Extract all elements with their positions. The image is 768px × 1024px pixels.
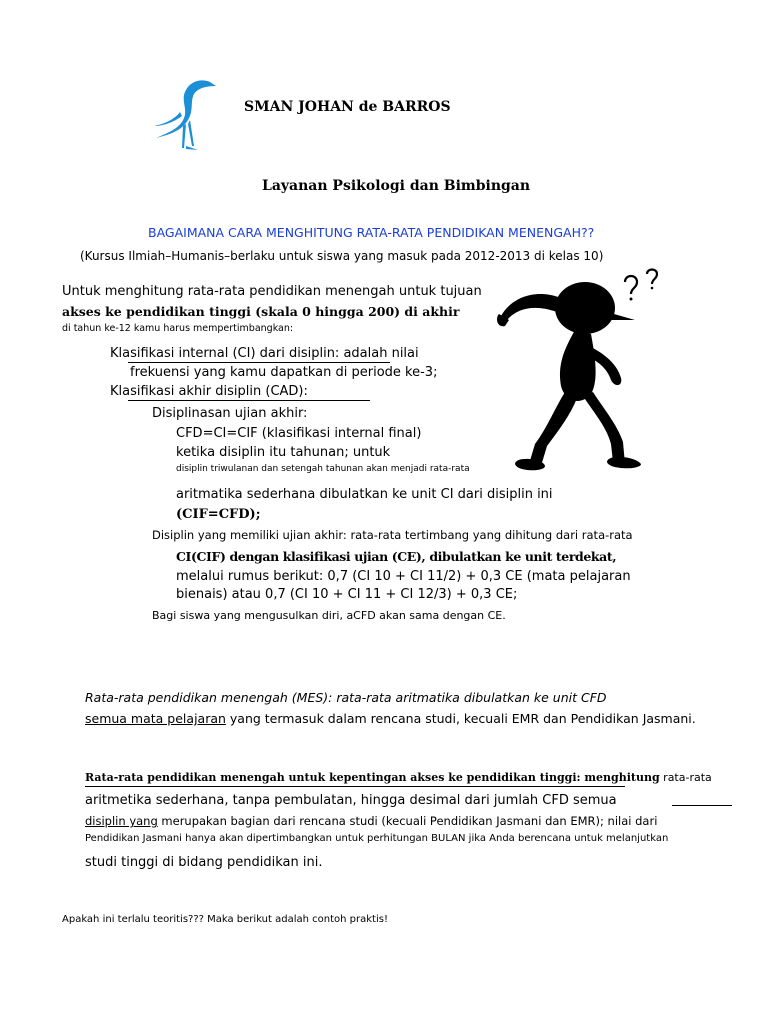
access-line-3-rest: merupakan bagian dari rencana studi (kecuali Pendidikan Jasmani dan EMR); nilai dari <box>157 814 658 828</box>
list-item-cad-text: Klasifikasi akhir disiplin (CAD): <box>110 384 308 399</box>
mes-line-1: Rata-rata pendidikan menengah (MES): rata-rata aritmatika dibulatkan ke unit CFD <box>85 690 607 705</box>
access-line-4: Pendidikan Jasmani hanya akan dipertimbangkan untuk perhitungan BULAN jika Anda berencana untuk melanjutkan <box>85 833 669 844</box>
access-line-2: aritmetika sederhana, tanpa pembulatan, hingga desimal dari jumlah CFD semua <box>85 793 617 808</box>
sub-item-weighted <box>152 528 633 542</box>
sub-item-self <box>152 609 506 622</box>
sub-item-exam-formula: CFD=CI=CIF (klasifikasi internal final) <box>176 426 422 441</box>
mes-line-2-rest: yang termasuk dalam rencana studi, kecuali EMR dan Pendidikan Jasmani. <box>225 711 696 726</box>
underline-ci <box>128 362 390 363</box>
access-heading-underline <box>85 786 625 787</box>
page-subtitle: Layanan Psikologi dan Bimbingan <box>262 178 531 194</box>
access-line-1 <box>85 771 712 784</box>
mes-line-2 <box>85 711 696 726</box>
sub-item-exam-cif: (CIF=CFD); <box>176 507 261 522</box>
footer-note: Apakah ini terlalu teoritis??? Maka berikut adalah contoh praktis! <box>62 914 388 925</box>
access-line-5: studi tinggi di bidang pendidikan ini. <box>85 855 323 870</box>
sub-item-weighted-formula1: melalui rumus berikut: 0,7 (CI 10 + CI 11/2) + 0,3 CE (mata pelajaran <box>176 569 631 584</box>
intro-line-2: akses ke pendidikan tinggi (skala 0 hingga 200) di akhir <box>62 304 460 319</box>
sub-item-exam-text: Disiplinasan ujian akhir: <box>152 406 308 421</box>
sub-item-exam <box>152 406 307 421</box>
sub-item-exam-quarterly: disiplin triwulanan dan setengah tahunan akan menjadi rata-rata <box>176 464 470 474</box>
sub-item-exam-annual: ketika disiplin itu tahunan; untuk <box>176 445 391 460</box>
thinking-person-icon <box>495 268 665 478</box>
sub-item-exam-arith: aritmatika sederhana dibulatkan ke unit CI dari disiplin ini <box>176 487 553 502</box>
intro-line-3: di tahun ke-12 kamu harus mempertimbangkan: <box>62 323 294 334</box>
page-title: BAGAIMANA CARA MENGHITUNG RATA-RATA PENDIDIKAN MENENGAH?? <box>148 225 595 240</box>
sub-item-weighted-ce: CI(CIF) dengan klasifikasi ujian (CE), dibulatkan ke unit terdekat, <box>176 549 617 564</box>
heron-logo-icon <box>150 74 222 152</box>
list-item-ci-cont: frekuensi yang kamu dapatkan di periode ke-3; <box>130 365 438 380</box>
access-line-3 <box>85 814 657 828</box>
underline-cad <box>128 400 370 401</box>
access-disciplines: disiplin yang <box>85 814 158 828</box>
sub-item-self-text: Bagi siswa yang mengusulkan diri, aCFD akan sama dengan CE. <box>152 609 506 622</box>
intro-line-1: Untuk menghitung rata-rata pendidikan menengah untuk tujuan <box>62 284 482 299</box>
access-blank-line <box>672 805 732 806</box>
course-note: (Kursus Ilmiah–Humanis–berlaku untuk siswa yang masuk pada 2012-2013 di kelas 10) <box>80 249 604 263</box>
sub-item-weighted-text: Disiplin yang memiliki ujian akhir: rata-rata tertimbang yang dihitung dari rata-rata <box>152 528 633 542</box>
mes-subjects: semua mata pelajaran <box>85 711 226 726</box>
list-item-ci <box>110 346 419 361</box>
list-item-ci-text: Klasifikasi internal (CI) dari disiplin: adalah nilai <box>110 346 419 361</box>
school-name: SMAN JOHAN de BARROS <box>244 99 451 115</box>
access-line-1-rest: rata-rata <box>659 771 712 784</box>
list-item-cad <box>110 384 308 399</box>
sub-item-weighted-formula2: bienais) atau 0,7 (CI 10 + CI 11 + CI 12/3) + 0,3 CE; <box>176 587 518 602</box>
access-heading: Rata-rata pendidikan menengah untuk kepentingan akses ke pendidikan tinggi: menghitung <box>85 771 660 784</box>
